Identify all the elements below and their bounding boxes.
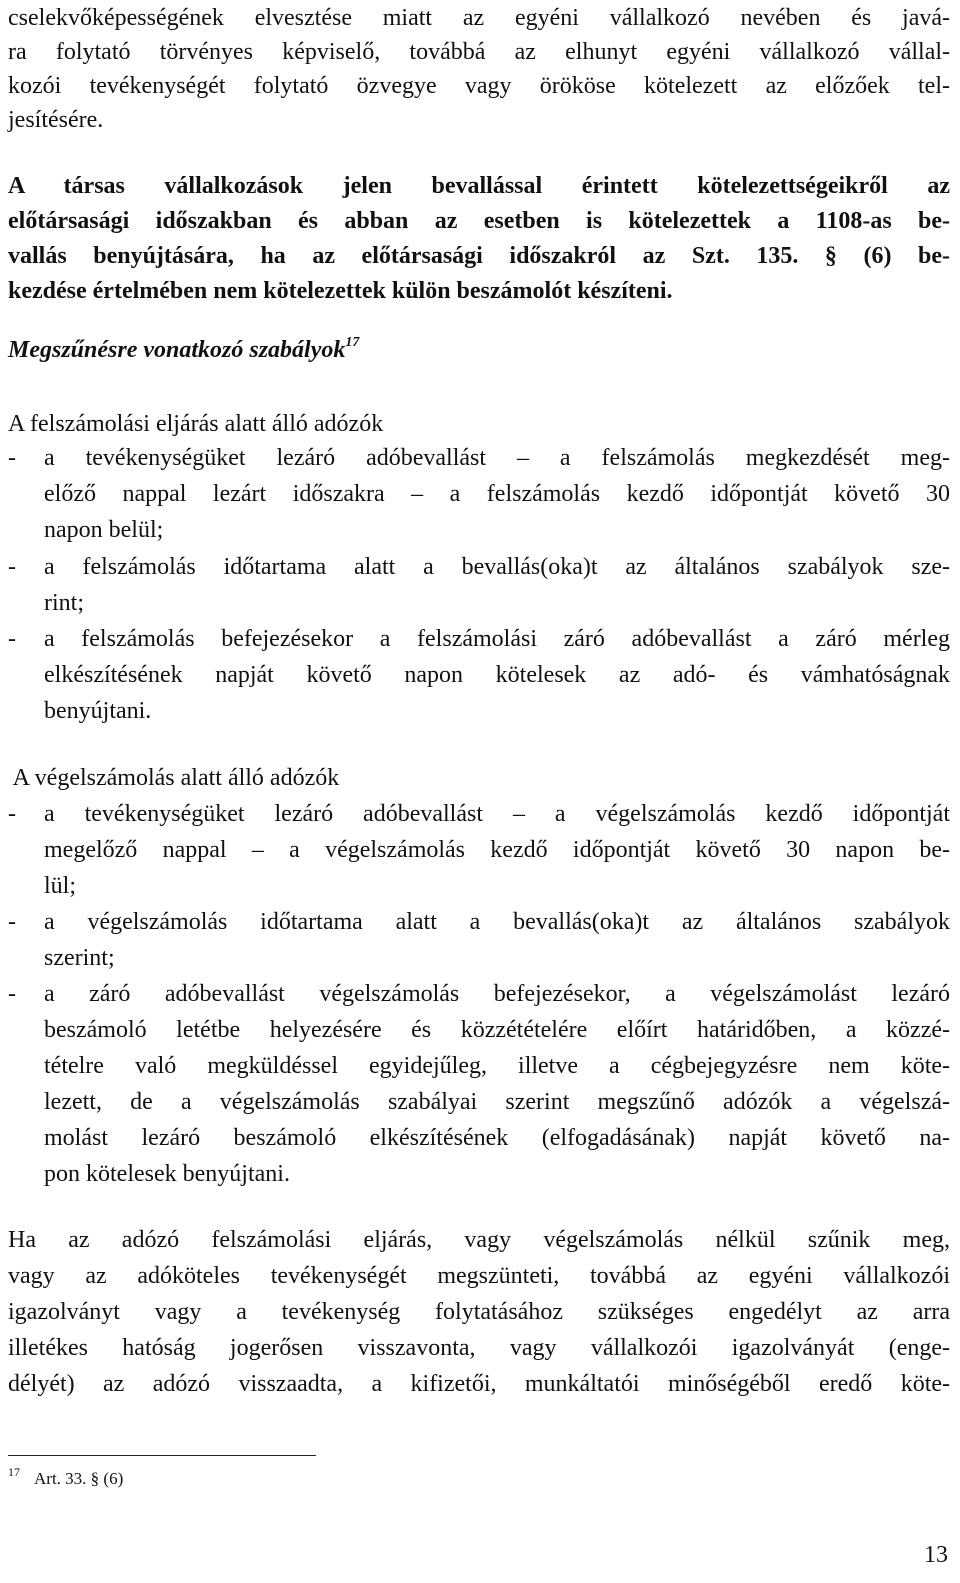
block-lead: A felszámolási eljárás alatt álló adózók xyxy=(8,411,384,437)
list-item-line: molást lezáró beszámoló elkészítésének (elfogadásának) napját követő na- xyxy=(44,1125,950,1151)
list-item-line: napon belül; xyxy=(44,517,164,543)
footnote xyxy=(8,1465,124,1491)
list-dash: - xyxy=(8,445,16,471)
list-dash: - xyxy=(8,909,16,935)
page-number: 13 xyxy=(924,1542,948,1568)
list-item-line: lezett, de a végelszámolás szabályai szerint megszűnő adózók a végelszá- xyxy=(44,1089,950,1115)
text-line: A társas vállalkozások jelen bevallással érintett kötelezettségeikről az xyxy=(8,173,950,199)
list-item-line: rint; xyxy=(44,590,84,616)
text-line: cselekvőképességének elvesztése miatt az egyéni vállalkozó nevében és javá- xyxy=(8,5,950,31)
list-item-line: a záró adóbevallást végelszámolás befejezésekor, a végelszámolást lezáró xyxy=(44,981,950,1007)
list-item-line: a végelszámolás időtartama alatt a bevallás(oka)t az általános szabályok xyxy=(44,909,950,935)
list-dash: - xyxy=(8,981,16,1007)
text-line: kozói tevékenységét folytató özvegye vagy örököse kötelezett az előzőek tel- xyxy=(8,73,950,99)
list-dash: - xyxy=(8,626,16,652)
text-line: vagy az adóköteles tevékenységét megszünteti, továbbá az egyéni vállalkozói xyxy=(8,1263,950,1289)
text-line: jesítésére. xyxy=(8,107,104,133)
text-line: vallás benyújtására, ha az előtársasági időszakról az Szt. 135. § (6) be- xyxy=(8,243,950,269)
list-dash: - xyxy=(8,554,16,580)
list-item-line: beszámoló letétbe helyezésére és közzétételére előírt határidőben, a közzé- xyxy=(44,1017,950,1043)
text-line: kezdése értelmében nem kötelezettek külön beszámolót készíteni. xyxy=(8,278,673,304)
list-item-line: lül; xyxy=(44,873,77,899)
text-line: illetékes hatóság jogerősen visszavonta, vagy vállalkozói igazolványát (enge- xyxy=(8,1335,950,1361)
text-line: igazolványt vagy a tevékenység folytatásához szükséges engedélyt az arra xyxy=(8,1299,950,1325)
list-item-line: megelőző nappal – a végelszámolás kezdő időpontját követő 30 napon be- xyxy=(44,837,950,863)
list-dash: - xyxy=(8,801,16,827)
text-line: Ha az adózó felszámolási eljárás, vagy végelszámolás nélkül szűnik meg, xyxy=(8,1227,950,1253)
list-item-line: pon kötelesek benyújtani. xyxy=(44,1161,290,1187)
list-item-line: benyújtani. xyxy=(44,698,152,724)
list-item-line: szerint; xyxy=(44,945,115,971)
text-line: ra folytató törvényes képviselő, továbbá az elhunyt egyéni vállalkozó vállal- xyxy=(8,39,950,65)
list-item-line: a tevékenységüket lezáró adóbevallást – a felszámolás megkezdését meg- xyxy=(44,445,950,471)
list-item-line: tételre való megküldéssel egyidejűleg, illetve a cégbejegyzésre nem köte- xyxy=(44,1053,950,1079)
block-lead: A végelszámolás alatt álló adózók xyxy=(8,765,340,791)
list-item-line: elkészítésének napját követő napon kötelesek az adó- és vámhatóságnak xyxy=(44,662,950,688)
footnote-number: 17 xyxy=(8,1465,20,1479)
text-line: előtársasági időszakban és abban az esetben is kötelezettek a 1108-as be- xyxy=(8,208,950,234)
list-item-line: a felszámolás időtartama alatt a bevallás(oka)t az általános szabályok sze- xyxy=(44,554,950,580)
footnote-divider xyxy=(8,1455,316,1456)
list-item-line: a felszámolás befejezésekor a felszámolási záró adóbevallást a záró mérleg xyxy=(44,626,950,652)
list-item-line: a tevékenységüket lezáró adóbevallást – a végelszámolás kezdő időpontját xyxy=(44,801,950,827)
section-heading xyxy=(8,337,359,364)
footnote-ref: 17 xyxy=(345,335,360,350)
text-line: délyét) az adózó visszaadta, a kifizetői, munkáltatói minőségéből eredő köte- xyxy=(8,1371,950,1397)
footnote-text: Art. 33. § (6) xyxy=(34,1469,124,1488)
list-item-line: előző nappal lezárt időszakra – a felszámolás kezdő időpontját követő 30 xyxy=(44,481,950,507)
section-heading-text: Megszűnésre vonatkozó szabályok xyxy=(8,337,346,363)
